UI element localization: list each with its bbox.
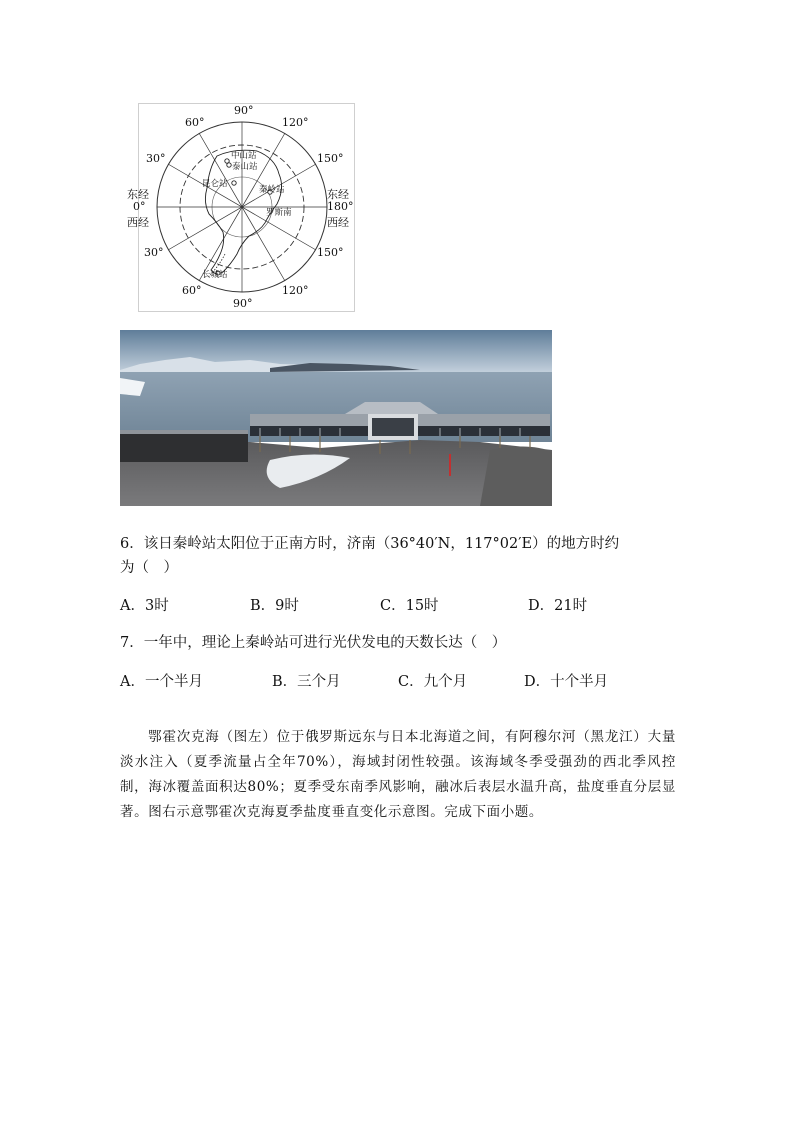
label-station-luosinan: 罗斯南 — [266, 208, 292, 218]
label-east-left: 东经 — [127, 188, 149, 201]
label-lon-90-bottom: 90° — [233, 297, 253, 310]
label-station-changcheng: 长城站 — [202, 270, 228, 280]
label-lon-60-lower: 60° — [182, 284, 202, 297]
label-zero-deg: 0° — [133, 200, 146, 213]
question-6 — [120, 532, 619, 580]
label-station-taishan: 泰山站 — [232, 162, 258, 172]
label-180-deg: 180° — [327, 200, 354, 213]
question-6-line-1: 6．该日秦岭站太阳位于正南方时，济南（36°40′N，117°02′E）的地方时约 — [120, 536, 620, 552]
question-7 — [120, 631, 506, 655]
question-7-line-1: 7．一年中，理论上秦岭站可进行光伏发电的天数长达（ ） — [120, 635, 507, 651]
passage-text: 鄂霍次克海（图左）位于俄罗斯远东与日本北海道之间，有阿穆尔河（黑龙江）大量淡水注入（夏季流量占全年70%），海域封闭性较强。该海域冬季受强劲的西北季风控制，海冰覆盖面积达80%；夏季受东南季风影响，融冰后表层水温升高，盐度垂直分层显著。图右示意鄂霍次克海夏季盐度垂直变化示意图。完成下面小题。 — [120, 729, 676, 820]
q6-option-c: C．15时 — [380, 598, 439, 614]
label-station-qinling: 秦岭站 — [259, 185, 285, 195]
q7-option-d: D．十个半月 — [524, 674, 609, 690]
label-lon-150-lower: 150° — [317, 246, 344, 259]
label-lon-150-upper: 150° — [317, 152, 344, 165]
q6-option-d: D．21时 — [528, 598, 588, 614]
passage-okhotsk-sea — [120, 725, 676, 825]
label-lon-30-upper: 30° — [146, 152, 166, 165]
label-east-right: 东经 — [327, 188, 349, 201]
label-west-right: 西经 — [327, 216, 349, 229]
label-lon-60-upper: 60° — [185, 116, 205, 129]
q6-option-b: B．9时 — [250, 598, 299, 614]
question-6-line-2: 为（ ） — [120, 560, 178, 576]
q7-option-a: A．一个半月 — [120, 674, 203, 690]
label-lon-120-upper: 120° — [282, 116, 309, 129]
q7-option-c: C．九个月 — [398, 674, 468, 690]
qinling-station-photo — [120, 330, 552, 506]
antarctic-map — [127, 103, 355, 312]
label-west-left: 西经 — [127, 216, 149, 229]
q7-option-b: B．三个月 — [272, 674, 341, 690]
label-lon-90-top: 90° — [234, 104, 254, 117]
label-station-zhongshan: 中山站 — [231, 151, 257, 161]
label-lon-120-lower: 120° — [282, 284, 309, 297]
label-station-kunlun: 昆仑站 — [202, 179, 228, 189]
q6-option-a: A．3时 — [120, 598, 169, 614]
label-lon-30-lower: 30° — [144, 246, 164, 259]
